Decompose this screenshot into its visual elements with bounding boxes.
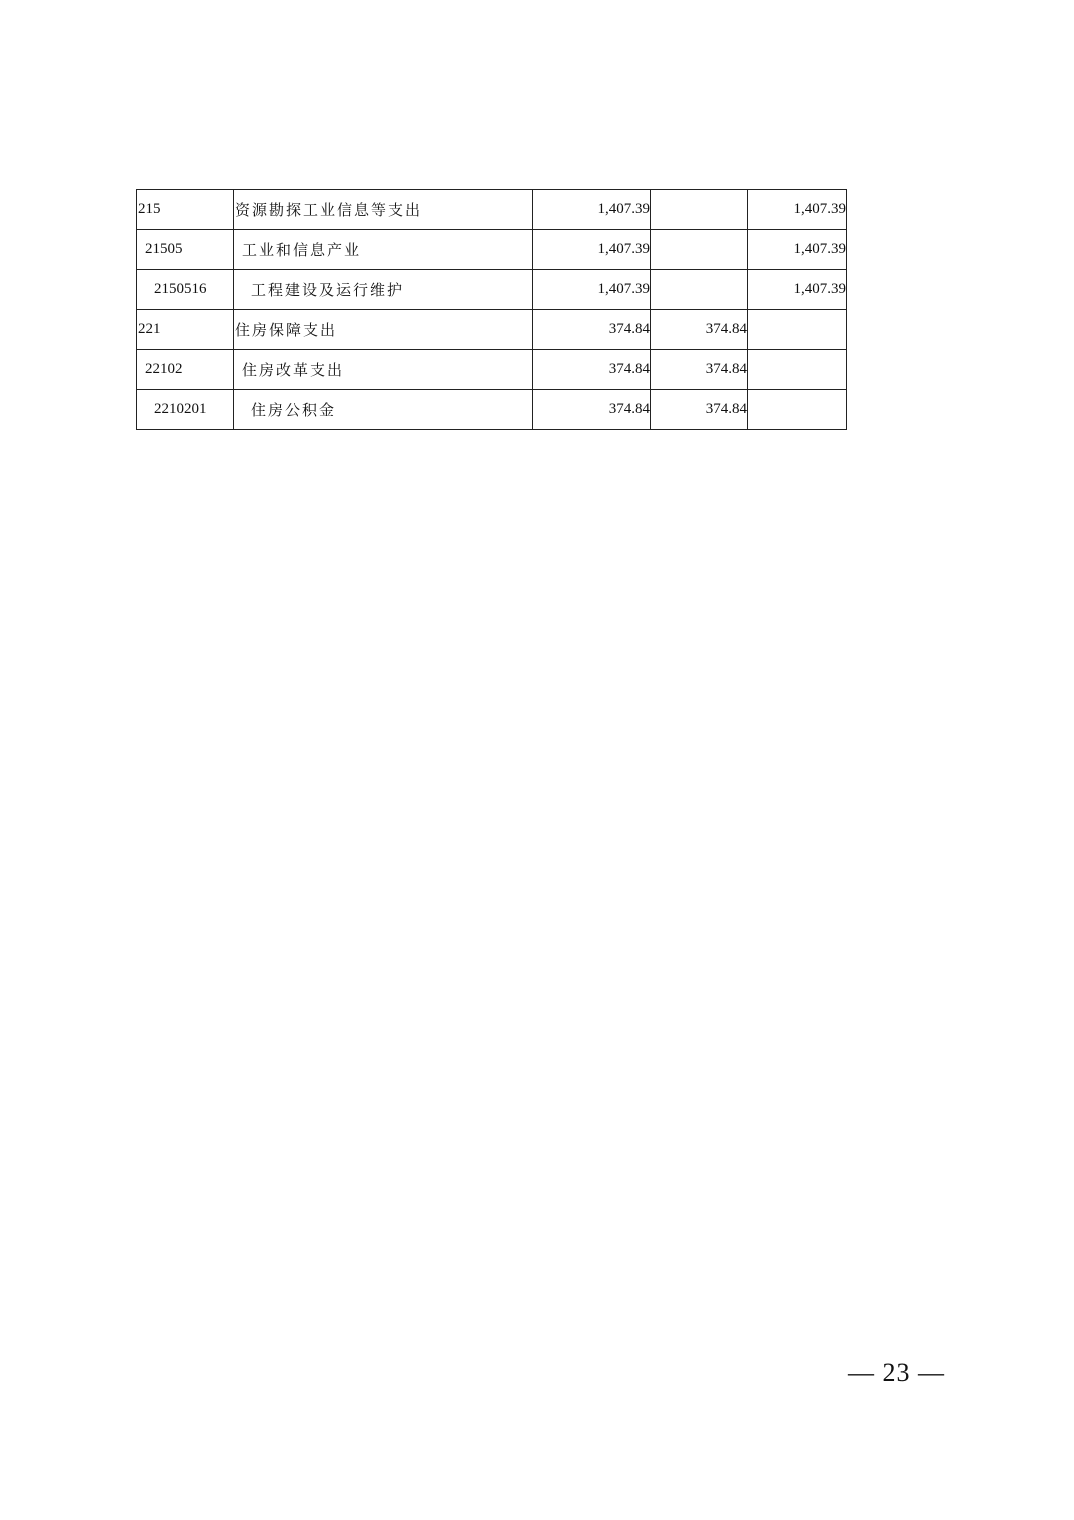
row-basic — [651, 190, 748, 230]
row-total: 1,407.39 — [533, 190, 651, 230]
row-name: 资源勘探工业信息等支出 — [234, 190, 533, 230]
table-row — [137, 310, 847, 350]
row-code: 2210201 — [137, 390, 234, 430]
table-row — [137, 230, 847, 270]
table-row — [137, 190, 847, 230]
row-project — [748, 310, 847, 350]
row-basic — [651, 270, 748, 310]
budget-table — [136, 189, 847, 430]
row-project: 1,407.39 — [748, 230, 847, 270]
row-basic: 374.84 — [651, 350, 748, 390]
row-name: 住房公积金 — [234, 390, 533, 430]
row-code: 215 — [137, 190, 234, 230]
row-name: 工业和信息产业 — [234, 230, 533, 270]
row-code: 21505 — [137, 230, 234, 270]
row-basic: 374.84 — [651, 390, 748, 430]
row-total: 374.84 — [533, 310, 651, 350]
row-basic — [651, 230, 748, 270]
page-number: — 23 — — [848, 1358, 945, 1387]
table-row — [137, 350, 847, 390]
row-name: 住房改革支出 — [234, 350, 533, 390]
row-name: 工程建设及运行维护 — [234, 270, 533, 310]
row-project: 1,407.39 — [748, 190, 847, 230]
row-code: 22102 — [137, 350, 234, 390]
row-total: 1,407.39 — [533, 230, 651, 270]
row-total: 374.84 — [533, 390, 651, 430]
table-row — [137, 390, 847, 430]
row-name: 住房保障支出 — [234, 310, 533, 350]
row-total: 374.84 — [533, 350, 651, 390]
row-code: 221 — [137, 310, 234, 350]
table-row — [137, 270, 847, 310]
row-basic: 374.84 — [651, 310, 748, 350]
row-project — [748, 390, 847, 430]
row-code: 2150516 — [137, 270, 234, 310]
row-project — [748, 350, 847, 390]
row-total: 1,407.39 — [533, 270, 651, 310]
row-project: 1,407.39 — [748, 270, 847, 310]
